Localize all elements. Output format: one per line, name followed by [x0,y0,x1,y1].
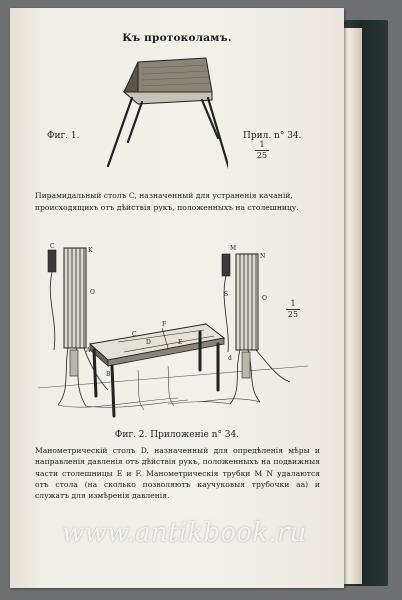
letter-o-right: O [262,295,267,302]
letter-m: M [230,245,237,252]
letter-d-right: d [228,355,232,362]
pyramidal-table-illustration [98,52,228,180]
figure2-scale-denominator: 25 [287,310,299,319]
watermark-text: www.antikbook.ru [62,518,307,548]
letter-e: E [178,339,183,346]
page-title: Къ протоколамъ. [122,32,232,44]
right-manometer [222,254,290,404]
manometric-apparatus-illustration [28,240,318,428]
letter-d: D [146,339,151,346]
figure1-reference: Прил. n° 34. [243,131,302,141]
letter-b: B [106,371,111,378]
letter-c-left: C [50,243,55,250]
figure1-caption: Пирамидальный столъ C, назначенный для устраненія качаній, происходящихъ отъ дѣйствія рукъ, положенныхъ на столешницу. [35,191,299,212]
figure2-scale [286,299,300,320]
book-page [10,8,344,588]
figure1-label: Фиг. 1. [47,131,80,141]
figure2-caption: Манометрическій столъ D, назначенный для опредѣленія мѣры и направленія давленія отъ дѣйствія рукъ, положенныхъ на подвижныя части столешницы E и F. Манометрическія трубки M N удалаются отъ стола (на сколько позволяютъ каучуковыя трубочки aa) и служатъ для измѣренія давленія. [35,446,320,501]
figure2-scale-numerator: 1 [286,299,300,310]
figure2-label: Фиг. 2. Приложеніе n° 34. [114,430,240,440]
letter-o-left: O [90,289,95,296]
left-manometer [48,248,108,406]
letter-n: N [260,253,266,260]
figure1-scale [255,140,269,161]
letter-c-table: C [132,331,137,338]
figure1-scale-denominator: 25 [256,151,268,160]
letter-a: A [86,347,91,354]
letter-f: F [162,321,167,328]
manometric-table [90,324,224,416]
figure1-scale-numerator: 1 [255,140,269,151]
letter-s: S [224,291,229,298]
letter-k: K [88,247,93,254]
